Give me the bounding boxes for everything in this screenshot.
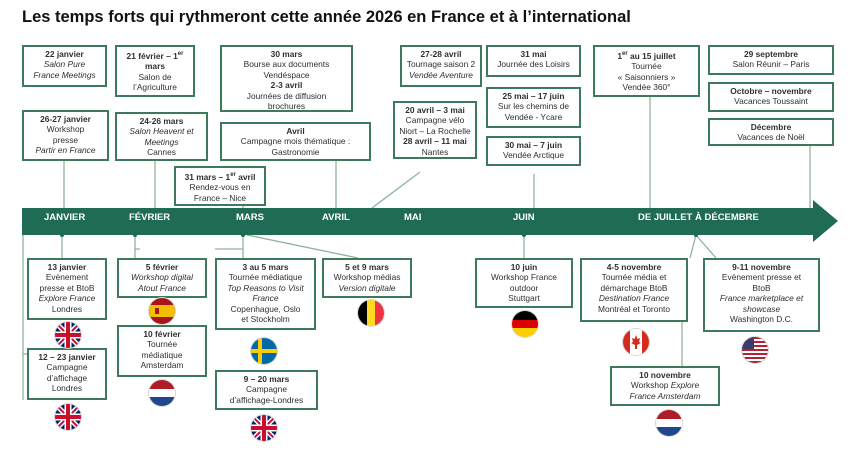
event-text: Sur les chemins de [497,101,570,112]
event-date: 10 juin [510,262,538,272]
uk-flag-icon [251,415,277,441]
event-date: 9-11 novembre [732,262,791,272]
event-text: Salon Réunir – Paris [732,59,810,70]
event-text: démarchage BtoB [600,282,668,293]
event-text: Workshop Explore [630,380,700,391]
uk-flag-icon [55,322,81,348]
event-box-tournage [400,45,482,87]
usa-flag-icon [742,337,768,363]
event-text: Explore France [38,293,96,304]
event-text: Nantes [421,146,449,157]
event-text: Vendéspace [263,69,310,80]
event-date: Avril [286,126,305,136]
event-text: Journée des Loisirs [497,59,570,70]
month-january: JANVIER [44,212,86,223]
event-date: 21 février – 1er [126,50,184,61]
event-text: « Saisonniers » [617,71,676,82]
event-box-chemins-vendee [486,87,581,128]
event-box-toussaint [708,82,834,112]
event-date: 25 mai – 17 juin [502,91,565,101]
event-text: Workshop [46,124,85,135]
event-text: Version digitale [338,282,396,293]
event-text: Campagne [46,362,88,373]
event-box-workshop-medias [322,258,412,298]
event-text: Vacances Toussaint [734,96,808,107]
event-box-saisonniers [593,45,700,97]
event-text: d’affichage [46,372,88,383]
event-text: Vendée Aventure [409,69,473,80]
event-box-affichage-londres-mars [215,370,318,410]
event-box-vendee-arctique [486,136,581,166]
event-text: Gastronomie [271,146,320,157]
event-box-bourse-documents [220,45,353,112]
event-date: 31 mai [520,49,547,59]
event-date: 12 – 23 janvier [38,352,96,362]
event-text: Atout France [138,282,186,293]
month-february: FÉVRIER [129,212,171,223]
event-date: 13 janvier [47,262,87,272]
event-text: Campagne mois thématique : [240,136,351,147]
event-text: France Amsterdam [629,390,701,401]
event-date: 2-3 avril [270,80,303,91]
event-text: d’affichage-Londres [229,394,304,405]
event-date: 5 février [145,262,179,272]
event-date: 28 avril – 11 mai [403,136,467,147]
uk-flag-icon [55,404,81,430]
event-box-stuttgart [475,258,573,308]
event-box-pure-france [22,45,107,87]
canada-flag-icon [623,329,649,355]
event-text: Salon Pure [43,59,86,70]
event-text: Cannes [147,147,176,158]
netherlands-flag-icon [149,380,175,406]
event-text: France Meetings [33,69,96,80]
event-date: Octobre – novembre [730,86,812,96]
event-text: Workshop médias [333,272,401,283]
event-text: outdoor [509,282,539,293]
event-date: 9 – 20 mars [243,374,290,384]
event-text: Campagne [246,384,287,395]
event-text: Evènement [45,272,89,283]
event-text: Rendez-vous en [189,182,251,193]
event-text: Meetings [144,136,179,147]
event-box-salon-reunir [708,45,834,75]
event-date: 30 mai – 7 juin [504,140,563,150]
event-date: 10 novembre [639,370,691,380]
event-text: Workshop France [491,272,557,283]
event-date: Décembre [750,122,792,132]
event-box-explore-amsterdam [610,366,720,406]
belgium-flag-icon [358,300,384,326]
month-march: MARS [236,212,264,223]
event-box-journee-loisirs [486,45,581,77]
event-text: showcase [742,303,781,314]
month-july-december: DE JUILLET À DÉCEMBRE [638,212,759,223]
event-text: Tournée médiatique [228,272,303,283]
event-text: BtoB [752,282,771,293]
event-text: Londres [51,383,83,394]
event-text: Niort – La Rochelle [399,125,471,136]
event-date: 1er au 15 juillet [617,50,676,61]
event-text: Vendée Arctique [503,150,564,161]
event-box-montreal-toronto [580,258,688,322]
event-text: Tournée [631,61,662,72]
event-text: Evènement presse et [721,272,802,283]
event-text: Partir en France [35,145,96,156]
event-box-washington [703,258,820,332]
event-date: 20 avril – 3 mai [405,105,465,115]
event-box-heavent [115,112,208,161]
event-box-salon-agriculture [115,45,195,97]
event-text: Vendée - Ycare [504,111,563,122]
event-text: Campagne vélo [405,115,465,126]
event-text: Tournée média et [601,272,667,283]
event-text: presse [52,134,79,145]
event-date: 24-26 mars [139,116,184,126]
event-text: Workshop digital [131,272,193,283]
event-text: brochures [267,101,306,112]
event-box-workshop-digital [117,258,207,298]
event-date: 10 février [143,329,181,339]
sweden-flag-icon [251,338,277,364]
event-date: 4-5 novembre [606,262,662,272]
event-date: 3 au 5 mars [242,262,289,272]
event-date: 27-28 avril [420,49,462,59]
event-text: Destination France [598,293,670,304]
event-text: Tournage saison 2 [406,59,476,70]
germany-flag-icon [512,311,538,337]
event-text: France [252,293,279,304]
event-box-gastronomie [220,122,371,161]
event-text: Journées de diffusion [246,90,327,101]
event-text: Copenhague, Oslo [230,303,301,314]
event-text: l’Agriculture [133,82,177,93]
event-text: Londres [51,303,83,314]
event-text: Vacances de Noël [737,132,805,143]
event-date: 30 mars [270,49,303,59]
event-box-top-reasons [215,258,316,330]
event-date: 29 septembre [744,49,798,59]
event-text: France marketplace et [719,293,804,304]
event-date: mars [144,61,166,72]
event-text: Top Reasons to Visit [227,282,304,293]
event-text: Stuttgart [508,293,540,304]
spain-flag-icon [149,298,175,324]
page-title: Les temps forts qui rythmeront cette année 2026 en France et à l’international [22,8,631,26]
netherlands-flag-icon [656,410,682,436]
event-box-affichage-londres-janvier [27,348,107,400]
event-date: 5 et 9 mars [345,262,389,272]
event-date: 31 mars – 1er avril [184,171,256,182]
event-text: Amsterdam [140,360,184,371]
event-box-explore-france-londres [27,258,107,320]
event-box-tournee-amsterdam [117,325,207,377]
event-box-campagne-velo [393,101,477,159]
event-box-rendez-vous-nice [174,166,266,206]
event-text: Tournée [146,339,178,350]
event-text: Salon de [138,71,172,82]
month-may: MAI [404,212,422,223]
event-date: 22 janvier [45,49,84,59]
event-text: médiatique [141,349,183,360]
event-date: 26-27 janvier [40,114,91,124]
event-text: Montréal et Toronto [597,303,670,314]
event-text: France – Nice [193,192,247,203]
month-june: JUIN [513,212,535,223]
event-text: Bourse aux documents [243,59,330,70]
event-text: Vendée 360° [622,82,671,93]
event-text: Salon Heavent et [129,126,194,137]
event-text: Washington D.C. [730,314,793,325]
event-box-noel [708,118,834,146]
event-text: presse et BtoB [39,282,95,293]
month-april: AVRIL [322,212,350,223]
event-text: et Stockholm [241,314,290,325]
event-box-partir-en-france [22,110,109,161]
